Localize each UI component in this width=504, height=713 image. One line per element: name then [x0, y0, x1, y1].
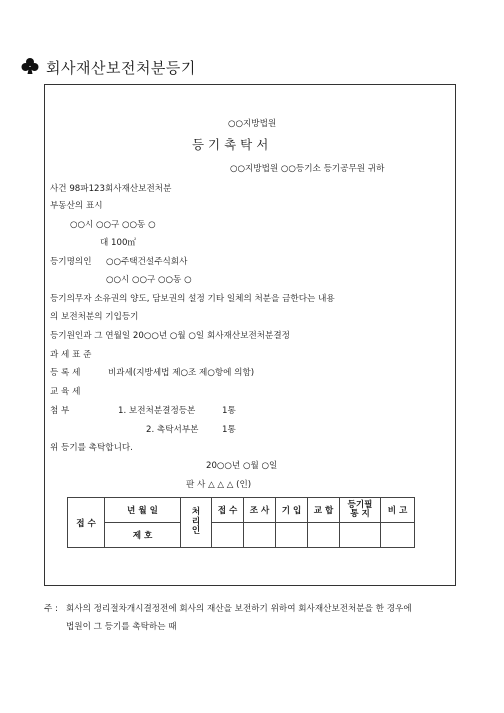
note-line-1: 회사의 정리절차개시결정전에 회사의 재산을 보전하기 위하여 회사재산보전처분을 한 경우에 — [66, 604, 412, 614]
col-entry: 기 입 — [276, 498, 308, 523]
cell-notice — [340, 523, 381, 548]
receipt-header: 접 수 — [68, 498, 105, 548]
col-receipt: 접 수 — [212, 498, 244, 523]
cell-review — [244, 523, 276, 548]
attachment-1: 1. 보전처분결정등본 — [118, 406, 196, 416]
registration-tax-label: 등 록 세 — [50, 368, 81, 378]
property-address: ○○시 ○○구 ○○동 ○ — [70, 220, 156, 230]
col-remarks: 비 고 — [381, 498, 415, 523]
attachment-2: 2. 촉탁서부본 — [146, 425, 199, 435]
cell-remarks — [381, 523, 415, 548]
court-name: ○○지방법원 — [228, 119, 277, 129]
attachment-2-count: 1통 — [222, 425, 236, 435]
cell-check — [308, 523, 340, 548]
property-label: 부동산의 표시 — [50, 201, 103, 211]
club-suit-icon — [20, 56, 40, 76]
document-heading: 회사재산보전처분등기 — [46, 59, 196, 77]
registration-tax-value: 비과세(지방세법 제○조 제○항에 의함) — [108, 368, 255, 378]
date-header: 년 월 일 — [105, 498, 181, 523]
form-title: 등 기 촉 탁 서 — [192, 137, 269, 152]
col-notice: 등기필 통 지 — [340, 498, 381, 523]
col-review: 조 사 — [244, 498, 276, 523]
education-tax-label: 교 육 세 — [50, 387, 81, 397]
purpose-line-1: 등기의무자 소유권의 양도, 담보권의 설정 기타 일체의 처분을 금한다는 내용 — [50, 294, 335, 304]
registration-cause: 등기원인과 그 연월일 20○○년 ○월 ○일 회사재산보전처분결정 — [50, 331, 290, 341]
case-number: 사건 98파123회사재산보전처분 — [50, 184, 172, 194]
holder-address: ○○시 ○○구 ○○동 ○ — [106, 275, 192, 285]
number-header: 제 호 — [105, 523, 181, 548]
tax-base-label: 과 세 표 준 — [50, 350, 92, 360]
attachment-1-count: 1통 — [222, 406, 236, 416]
purpose-line-2: 의 보전처분의 기입등기 — [50, 312, 139, 322]
handler-header: 처 리 인 — [181, 498, 212, 548]
property-area: 대 100㎡ — [100, 238, 137, 248]
note-mark: 주 : — [44, 604, 58, 614]
request-statement: 위 등기를 촉탁합니다. — [50, 443, 133, 453]
col-check: 교 합 — [308, 498, 340, 523]
cell-receipt — [212, 523, 244, 548]
issue-date: 20○○년 ○월 ○일 — [206, 461, 278, 471]
receipt-table — [67, 497, 415, 548]
note-line-2: 법원이 그 등기를 촉탁하는 때 — [66, 622, 177, 632]
judge-signature: 판 사 △ △ △ (인) — [186, 480, 252, 490]
attachment-label: 첨 부 — [50, 406, 70, 416]
addressee: ○○지방법원 ○○등기소 등기공무원 귀하 — [230, 164, 385, 174]
holder-name: ○○주택건설주식회사 — [106, 257, 188, 267]
holder-label: 등기명의인 — [50, 257, 92, 267]
cell-entry — [276, 523, 308, 548]
